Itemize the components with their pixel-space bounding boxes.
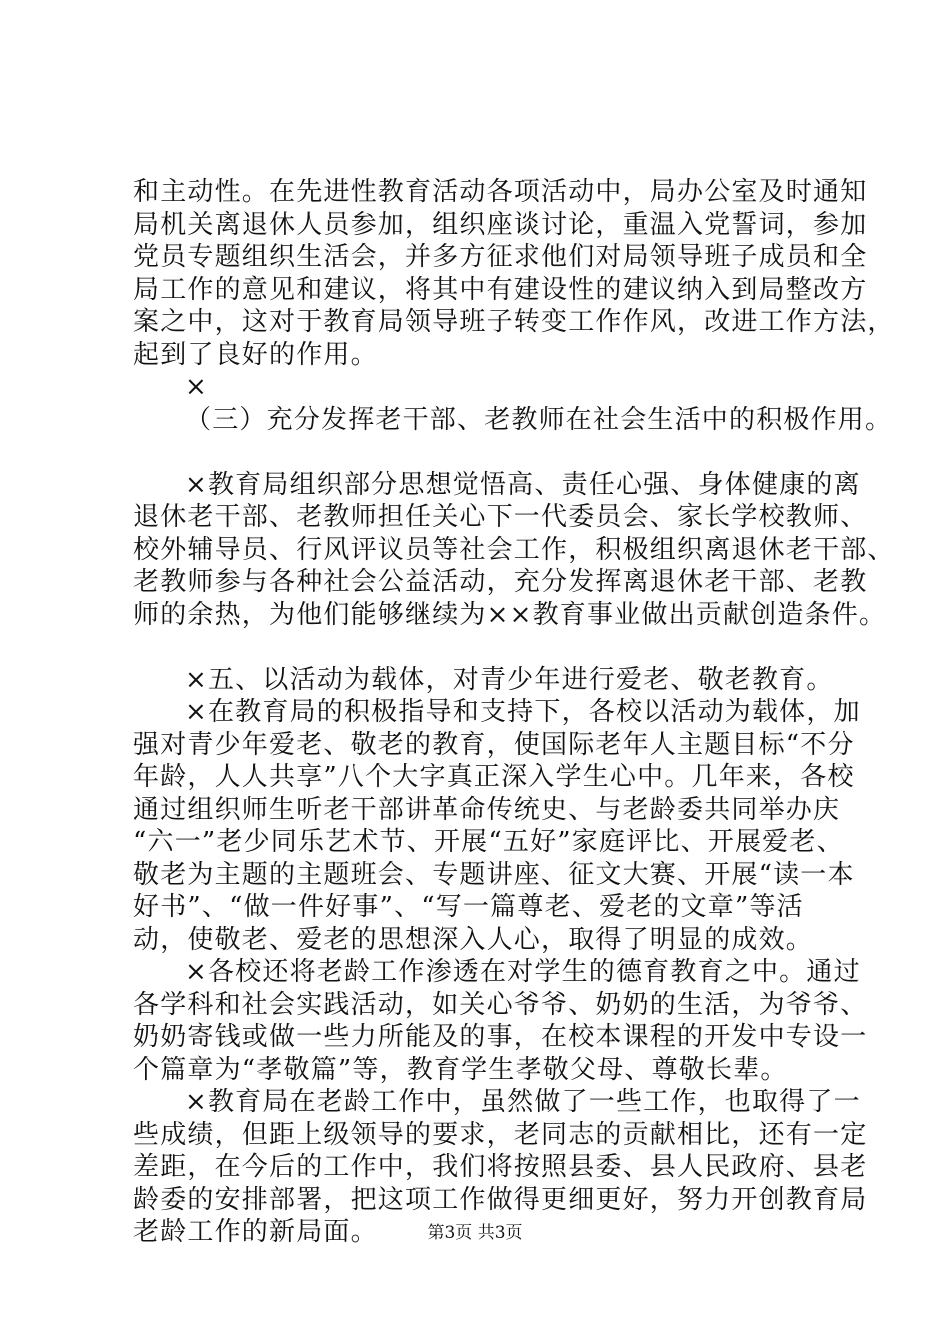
text-line: 好书”、“做一件好事”、“写一篇尊老、爱老的文章”等活 [133, 892, 804, 922]
text-line: 通过组织师生听老干部讲革命传统史、与老龄委共同举办庆 [133, 794, 841, 825]
text-line: 各学科和社会实践活动，如关心爷爷、奶奶的生活，为爷爷、 [133, 989, 868, 1020]
text-line: 龄委的安排部署，把这项工作做得更细更好，努力开创教育局 [133, 1184, 868, 1215]
text-line: 退休老干部、老教师担任关心下一代委员会、家长学校教师、 [133, 502, 868, 532]
text-line: 些成绩，但距上级领导的要求，老同志的贡献相比，还有一定 [133, 1119, 868, 1150]
text-line: ×教育局在老龄工作中，虽然做了一些工作，也取得了一 [185, 1087, 861, 1117]
text-line: 校外辅导员、行风评议员等社会工作，积极组织离退休老干部、 [133, 534, 895, 565]
text-line: 个篇章为“孝敬篇”等，教育学生孝敬父母、尊敬长辈。 [133, 1054, 788, 1085]
text-line: 老教师参与各种社会公益活动，充分发挥离退休老干部、老教 [133, 567, 868, 597]
text-line: 老龄工作的新局面。 [133, 1217, 378, 1247]
blank-line [133, 436, 853, 469]
page-footer: 第3页 共3页 [427, 1223, 523, 1243]
text-line: 差距，在今后的工作中，我们将按照县委、县人民政府、县老 [133, 1152, 868, 1182]
text-line: 和主动性。在先进性教育活动各项活动中，局办公室及时通知 [133, 177, 868, 207]
text-line: 师的余热，为他们能够继续为××教育事业做出贡献创造条件。 [133, 599, 887, 630]
text-line: 党员专题组织生活会，并多方征求他们对局领导班子成员和全 [133, 242, 868, 272]
text-line: （三）充分发挥老干部、老教师在社会生活中的积极作用。 [185, 404, 893, 435]
text-line: 奶奶寄钱或做一些力所能及的事，在校本课程的开发中专设一 [133, 1022, 868, 1052]
text-line: 敬老为主题的主题班会、专题讲座、征文大赛、开展“读一本 [133, 859, 855, 890]
text-line: 起到了良好的作用。 [133, 339, 378, 370]
text-line: ×在教育局的积极指导和支持下，各校以活动为载体，加 [185, 697, 861, 727]
text-line: “六一”老少同乐艺术节、开展“五好”家庭评比、开展爱老、 [133, 827, 844, 857]
text-line: 案之中，这对于教育局领导班子转变工作作风，改进工作方法， [133, 307, 895, 337]
text-line: 局机关离退休人员参加，组织座谈讨论，重温入党誓词，参加 [133, 209, 868, 240]
document-body [133, 176, 895, 1249]
text-line: 强对青少年爱老、敬老的教育，使国际老年人主题目标“不分 [133, 729, 855, 760]
text-line: ×各校还将老龄工作渗透在对学生的德育教育之中。通过 [185, 957, 861, 987]
text-line: ×教育局组织部分思想觉悟高、责任心强、身体健康的离 [185, 469, 861, 500]
text-line: ×五、以活动为载体，对青少年进行爱老、敬老教育。 [185, 664, 834, 695]
text-line: 局工作的意见和建议，将其中有建设性的建议纳入到局整改方 [133, 274, 868, 305]
text-line: × [185, 372, 208, 402]
text-line: 动，使敬老、爱老的思想深入人心，取得了明显的成效。 [133, 924, 814, 955]
text-line: 年龄，人人共享”八个大字真正深入学生心中。几年来，各校 [133, 762, 855, 792]
blank-line [133, 631, 853, 664]
